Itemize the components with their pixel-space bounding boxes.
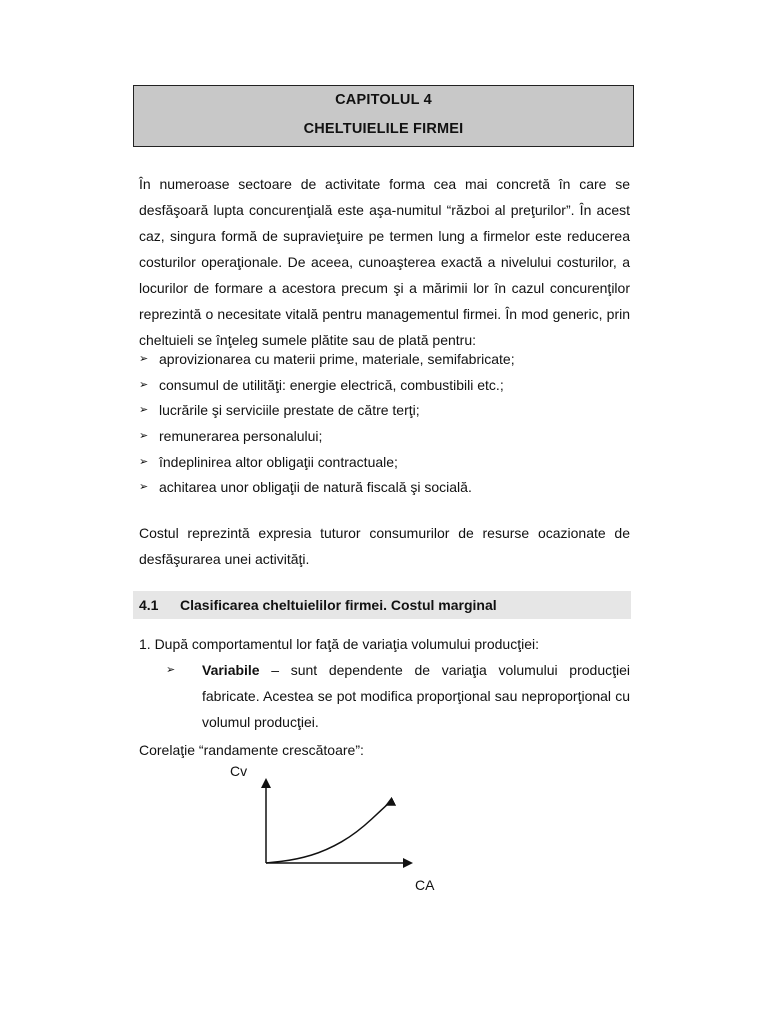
list-item: ➢ achitarea unor obligaţii de natură fiscală şi socială.	[139, 475, 630, 501]
arrow-bullet-icon: ➢	[139, 378, 149, 391]
y-axis-label: Cv	[230, 763, 248, 779]
list-item: ➢ lucrările şi serviciile prestate de către terţi;	[139, 398, 630, 424]
expense-list	[139, 347, 630, 501]
cost-curve	[266, 805, 387, 863]
arrow-bullet-icon: ➢	[166, 664, 176, 676]
arrow-bullet-icon: ➢	[139, 404, 149, 417]
cost-definition: Costul reprezintă expresia tuturor consumurilor de resurse ocazionate de desfăşurarea unei activităţi.	[139, 525, 630, 567]
arrow-bullet-icon: ➢	[139, 353, 149, 365]
variable-description: – sunt dependente de variaţia volumului producţiei fabricate. Acestea se pot modifica proporţional sau neproporţional cu volumul producţiei.	[202, 662, 630, 730]
correlation-label: Corelaţie “randamente crescătoare”:	[139, 742, 364, 758]
x-axis-label: CA	[415, 877, 435, 893]
section-title: Clasificarea cheltuielilor firmei. Costul marginal	[180, 597, 497, 613]
list-item: ➢ remunerarea personalului;	[139, 424, 630, 450]
chapter-title: CHELTUIELILE FIRMEI	[303, 121, 464, 137]
list-item: ➢ aprovizionarea cu materii prime, materiale, semifabricate;	[139, 347, 630, 373]
section-number: 4.1	[139, 597, 159, 613]
classification-item-1: 1. După comportamentul lor faţă de variaţia volumului producţiei:	[139, 636, 539, 652]
chapter-label: CAPITOLUL 4	[335, 92, 432, 108]
section-heading	[133, 591, 631, 619]
list-item: ➢ consumul de utilităţi: energie electrică, combustibili etc.;	[139, 373, 630, 399]
arrow-bullet-icon: ➢	[139, 481, 149, 494]
arrow-bullet-icon: ➢	[139, 455, 149, 468]
chapter-header	[133, 85, 634, 147]
increasing-returns-chart	[228, 760, 448, 900]
intro-paragraph: În numeroase sectoare de activitate forma cea mai concretă în care se desfăşoară lupta concurenţială este aşa-numitul “război al preţurilor”. În acest caz, singura formă de supravieţuire pe termen lung a firmelor este reducerea costurilor operaţionale. De aceea, cunoaşterea exactă a nivelului costurilor, a locurilor de formare a acestora precum şi a mărimii lor în cazul concurenţilor reprezintă o necesitate vitală pentru managementul firmei. În mod generic, prin cheltuieli se înţeleg sumele plătite sau de plată pentru:	[139, 176, 630, 348]
list-item: ➢ îndeplinirea altor obligaţii contractuale;	[139, 450, 630, 476]
arrow-bullet-icon: ➢	[139, 430, 149, 443]
variable-term: Variabile	[202, 662, 260, 678]
